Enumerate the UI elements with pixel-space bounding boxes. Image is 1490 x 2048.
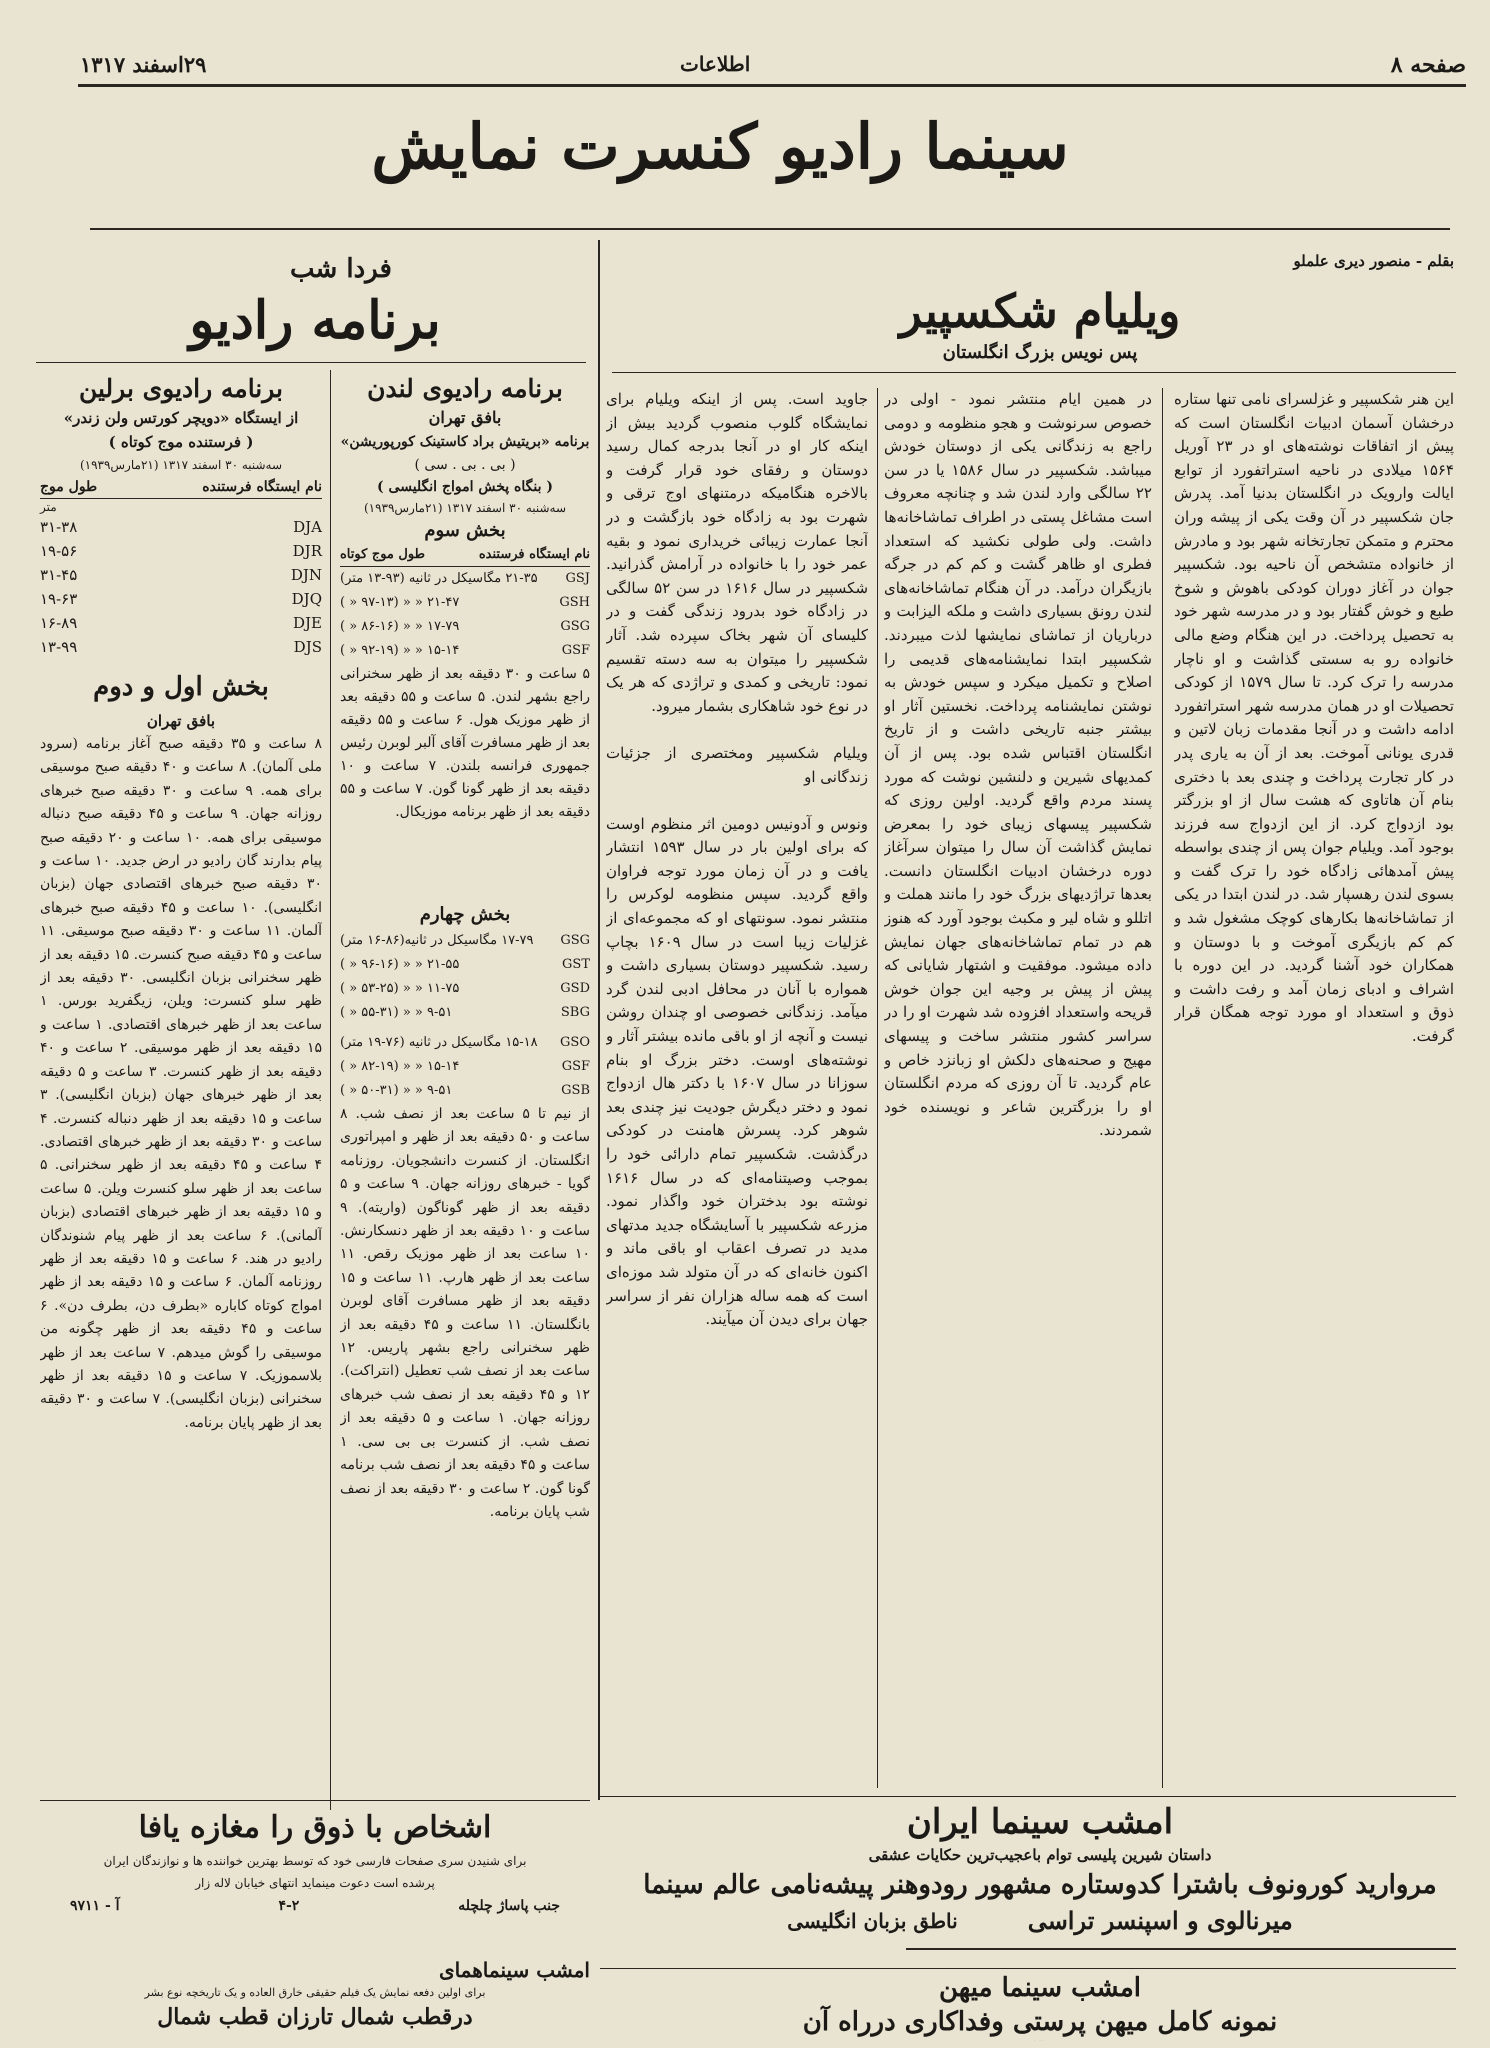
- ad-mihan-title: امشب سینما میهن: [939, 1973, 1141, 2003]
- london-part4: بخش چهارم: [419, 904, 511, 925]
- london-station: برنامه «بریتیش براد کاستینک کورپوریشن»: [340, 434, 590, 450]
- station-code: GSF: [561, 1059, 590, 1074]
- london-program: [340, 372, 590, 1693]
- berlin-title: برنامه رادیوی برلین: [78, 374, 284, 403]
- london-header: [340, 544, 590, 567]
- ad-cinema-iran: [620, 1800, 1460, 1938]
- berlin-rows: [40, 515, 322, 659]
- ad-cinema-mihan: [620, 1972, 1460, 2040]
- station-wave: ۲۱-۴۷ « « (۹۷-۱۳ « ): [340, 595, 460, 610]
- radio-title: برنامه رادیو: [189, 290, 441, 351]
- station-wave: ۱۷-۷۹ « « (۸۶-۱۶ « ): [340, 619, 460, 634]
- berlin-program: [40, 372, 322, 1783]
- ad-mihan-line1: نمونه کامل میهن پرستی وفداکاری درراه آن: [802, 2007, 1278, 2037]
- station-wave: ۳۱-۳۸: [40, 518, 78, 536]
- table-row: [40, 635, 322, 659]
- table-row: [40, 611, 322, 635]
- table-row: [340, 615, 590, 639]
- station-wave: ۲۱-۳۵ مگاسیکل در ثانیه (۹۳-۱۳ متر): [340, 571, 538, 586]
- station-wave: ۲۱-۵۵ « « (۹۶-۱۶ « ): [340, 957, 460, 972]
- london-text4: از نیم تا ۵ ساعت بعد از نصف شب. ۸ ساعت و ۵۰ دقیقه بعد از ظهر و امپراتوری انگلستان. از کنسرت دانشجویان. روزنامه گویا - خبرهای روزانه جهان. ۹ ساعت و ۵ دقیقه بعد از ظهر گوناگون (واریته). ۹ ساعت و ۱۰ دقیقه بعد از ظهر دنسکارنش. ۱۰ ساعت بعد از ظهر موزیک رقص. ۱۱ ساعت بعد از ظهر هارپ. ۱۱ ساعت و ۱۵ دقیقه بعد از ظهر مسافرت آقای لوبرن بانگلستان. ۱۱ ساعت و ۴۵ دقیقه بعد از ظهر سخنرانی راجع بشهر پاریس. ۱۲ ساعت بعد از نصف شب تعطیل (انتراکت). ۱۲ و ۴۵ دقیقه بعد از نصف شب خبرهای روزانه جهان. ۱ ساعت و ۵ دقیقه بعد از نصف شب. از کنسرت بی بی سی. ۱ ساعت و ۴۵ دقیقه بعد از نصف شب برنامه گونا گون. ۲ ساعت و ۳۰ دقیقه بعد از نصف شب پایان برنامه.: [340, 1106, 590, 1520]
- berlin-part12: بخش اول و دوم: [93, 672, 269, 702]
- station-code: GSF: [561, 643, 590, 658]
- column-rule-main: [598, 240, 600, 1800]
- article-column-3: جاوید است. پس از اینکه ویلیام برای نمایشگاه گلوب منصوب گردید بیش از اینکه کار او در آنجا بدرجه کمال رسید دوستان و رفقای خود قرار گرفت و بالاخره هنگامیکه درمتنهای اوج ترقی و شهرت بود به زادگاه خود بازگشت و در آنجا عمارت زیبائی خریداری نمود و بقیه عمر خود را با خانواده در آرامش گذرانید. شکسپیر در سال ۱۶۱۶ در سن ۵۲ سالگی در زادگاه خود بدرود زندگی گفت و در کلیسای آن شهر بخاک سپرده شد. آثار شکسپیر را میتوان به سه دسته تقسیم نمود: تاریخی و کمدی و تراژدی که هر یک در نوع خود شاهکاری بشمار میرود. ویلیام شکسپیر ومختصری از جزئیات زندگانی او ونوس و آدونیس دومین اثر منظوم اوست که برای اولین بار در سال ۱۵۹۳ انتشار یافت و در آن زمان مورد توجه فراوان واقع گردید. سپس منظومه لوکرس را منتشر نمود. سونتهای او که مجموعه‌ای از غزلیات زیبا است در سال ۱۶۰۹ بچاپ رسید. شکسپیر دوستان بسیاری داشت و همواره با آنان در محافل ادبی لندن گرد میآمد. زندگانی خصوصی او چندان روشن نیست و آنچه از او باقی مانده بیشتر آثار و نوشته‌های اوست. دختر بزرگ او بنام سوزانا در سال ۱۶۰۷ با دکتر هال ازدواج نمود و دختر دیگرش جودیت نیز چندی بعد شوهر کرد. پسرش هامنت در کودکی درگذشت. شکسپیر تمام دارائی خود را بموجب وصیتنامه‌ای که در سال ۱۶۱۶ نوشته بود بدختران خود واگذار نمود. مزرعه شکسپیر با آسایشگاه جدید مدتهای مدید در تصرف اعقاب او باقی ماند و اکنون خانه‌ای که در آن متولد شد موزه‌ای است که همه ساله هزاران نفر از سراسر جهان برای دیدن آن میآیند.: [606, 390, 868, 1329]
- ads-rule: [600, 1796, 1456, 1797]
- ad-yafa-phone: آ - ۹۷۱۱: [70, 1898, 120, 1914]
- table-row: [40, 587, 322, 611]
- station-wave: ۱۳-۹۹: [40, 638, 78, 656]
- london-rows3: [340, 567, 590, 663]
- london-band: ( بنگاه پخش امواج انگلیسی ): [377, 479, 553, 495]
- issue-date: ۲۹اسفند ۱۳۱۷: [80, 52, 207, 77]
- article-column-1: این هنر شکسپیر و غزلسرای نامی تنها ستاره درخشان آسمان ادبیات انگلستان است که پیش از اتفاقات نوشته‌های او در ۲۳ آوریل ۱۵۶۴ میلادی در ناحیه استراتفورد از توابع ایالت وارویک در انگلستان بدنیا آمد. پدرش جان شکسپیر در آن وقت یکی از پیشه وران محترم و متمکن تجارتخانه شهر بود و مادرش از خانواده متشخص آن ناحیه بود. شکسپیر جوان در آغاز دوران کودکی باهوش و شوخ طبع و خوش گفتار بود و در مدرسه شهر خود به تحصیل پرداخت. در این هنگام وضع مالی خانواده رو به سستی گذاشت و او ناچار مدرسه را ترک کرد. تا سال ۱۵۷۹ از کودکی تحصیلات او در همان مدرسه شهر استراتفورد ادامه داشت و در آنجا مقدمات زبان لاتین و قدری یونانی آموخت. بعد از آن به یاری پدر در کار تجارت پرداخت و چندی بعد با دختری بنام آن هاتاوی که هشت سال از او بزرگتر بود ازدواج کرد. از این ازدواج سه فرزند بوجود آمد. ویلیام جوان پس از چندی بواسطه پیش آمدهائی زادگاه خود را ترک گفت و بسوی لندن رهسپار شد. در لندن ابتدا در یکی از تماشاخانه‌ها بکارهای کوچک مشغول شد و کم کم بازیگری آموخت و با دوستان و همکاران خود آشنا گردید. در این دوره با اشراف و ادبای زمان آمد و رفت داشت و ذوق و استعداد او مورد توجه همگان قرار گرفت.: [1174, 390, 1454, 1046]
- station-code: DJA: [293, 518, 322, 536]
- ad-iran-names: [620, 1904, 1460, 1938]
- station-code: GSJ: [565, 571, 590, 586]
- table-row: [340, 929, 590, 953]
- berlin-sub: ( فرستنده موج کوتاه ): [108, 433, 254, 451]
- station-code: GSG: [560, 933, 590, 948]
- title-rule: [90, 228, 1450, 230]
- table-row: [340, 639, 590, 663]
- berlin-date: سه‌شنبه ۳۰ اسفند ۱۳۱۷ (۲۱مارس۱۹۳۹): [79, 458, 283, 472]
- station-code: DJR: [292, 542, 322, 560]
- station-code: GSO: [560, 1035, 590, 1050]
- london-title: برنامه رادیوی لندن: [367, 374, 563, 403]
- station-wave: ۱۹-۶۳: [40, 590, 78, 608]
- paper-name: اطلاعات: [680, 52, 751, 76]
- station-wave: ۳۱-۴۵: [40, 566, 78, 584]
- table-row: [340, 977, 590, 1001]
- ad-homa-line1: برای اولین دفعه نمایش یک فیلم حقیقی خارق العاده و یک تاریخچه نوع بشر: [144, 1986, 486, 1999]
- article-rule-2: [877, 388, 878, 1788]
- article-column-2: در همین ایام منتشر نمود - اولی در خصوص سرنوشت و هجو منظومه و دومی راجع به زندگانی یکی از دوستان خودش میباشد. شکسپیر در سال ۱۵۸۶ یا در سن ۲۲ سالگی وارد لندن شد و چنانچه معروف است مشاغل پستی در اطراف تماشاخانه‌ها داشت. ولی طولی نکشید که استعداد فطری او ظاهر گشت و کم کم در جرگه بازیگران درآمد. در آن هنگام تماشاخانه‌های لندن رونق بسیاری داشت و ملکه الیزابت و درباریان از تماشای نمایشها لذت میبردند. شکسپیر ابتدا نمایشنامه‌های قدیمی را اصلاح و تکمیل میکرد و سپس خودش به نوشتن نمایشنامه پرداخت. نخستین آثار او بیشتر جنبه تاریخی داشت و از تاریخ انگلستان اقتباس شده بود. پس از آن کمدیهای شیرین و دلنشین نوشت که مورد پسند مردم واقع گردید. اولین روزی که شکسپیر پیسهای زیبای خود را بمعرض نمایش گذاشت آن سال را میتوان سرآغاز دوره درخشان ادبیات انگلستان دانست. بعدها تراژدیهای بزرگ خود را مانند هملت و اتللو و شاه لیر و مکبث بوجود آورد که هنوز هم در تمام تماشاخانه‌های جهان نمایش داده میشود. موفقیت و اشتهار شایانی که پیش از پیش بر وجیه این جوان خوش قریحه واستعداد افزوده شد شهرت او را در سراسر کشور منتشر ساخت و پیسهای مهیج و صحنه‌های دلکش او زبانزد خاص و عام گردید. تا آن روزی که مردم انگلستان او را بزرگترین شاعر و نویسنده خود شمردند.: [884, 390, 1152, 1140]
- station-wave: ۱۱-۷۵ « « (۵۳-۲۵ « ): [340, 981, 460, 996]
- table-row: [340, 1055, 590, 1079]
- london-wave: بافق تهران: [428, 408, 502, 427]
- article-subtitle: پس نویس بزرگ انگلستان: [942, 342, 1138, 363]
- station-code: GSB: [561, 1083, 590, 1098]
- london-hdr-wave: طول موج کوتاه: [340, 547, 425, 562]
- table-row: [340, 591, 590, 615]
- station-wave: ۱۵-۱۸ مگاسیکل در ثانیه (۷۶-۱۹ متر): [340, 1035, 538, 1050]
- page-number: صفحه ۸: [1390, 52, 1466, 78]
- berlin-text: ۸ ساعت و ۳۵ دقیقه صبح آغاز برنامه (سرود ملی آلمان). ۸ ساعت و ۴۰ دقیقه صبح موسیقی برای همه. ۹ ساعت و ۳۰ دقیقه صبح خبرهای روزانه جهان. ۹ ساعت و ۴۵ دقیقه صبح دنباله موسیقی برای همه. ۱۰ ساعت و ۲۰ دقیقه صبح پیام بدارند گان رادیو در ارض جدید. ۱۰ ساعت و ۳۰ دقیقه صبح خبرهای اقتصادی جهان (بزبان انگلیسی). ۱۰ ساعت و ۴۵ دقیقه صبح خبرهای آلمان. ۱۱ ساعت و ۳۰ دقیقه صبح موسیقی. ۱۱ ساعت و ۴۵ دقیقه صبح کنسرت. ۱۵ دقیقه بعد از ظهر سخنرانی بزبان انگلیسی. ۳۰ دقیقه بعد از ظهر سلو کنسرت: ویلن، زیگفرید بورس. ۱ ساعت بعد از ظهر خبرهای اقتصادی. ۱ ساعت و ۱۵ دقیقه بعد از ظهر موسیقی. ۲ ساعت و ۴۰ دقیقه بعد از ظهر کنسرت. ۳ ساعت و ۵ دقیقه بعد از ظهر خبرهای جهان (بزبان انگلیسی). ۳ ساعت و ۱۵ دقیقه بعد از ظهر دنباله کنسرت. ۴ ساعت و ۳۰ دقیقه بعد از ظهر خبرهای اقتصادی. ۴ ساعت و ۴۵ دقیقه بعد از ظهر سخنرانی. ۵ ساعت بعد از ظهر سلو کنسرت ویلن. ۵ ساعت و ۱۵ دقیقه بعد از ظهر خبرهای اقتصادی (بزبان آلمانی). ۶ ساعت بعد از ظهر پیام شنوندگان رادیو در هند. ۶ ساعت و ۱۵ دقیقه بعد از ظهر روزنامه آلمان. ۶ ساعت و ۱۵ دقیقه بعد از ظهر امواج کوتاه کاباره «بطرف دن، بطرف دن». ۶ ساعت و ۴۵ دقیقه بعد از ظهر چگونه من موسیقی را گوش میدهم. ۷ ساعت بعد از ظهر بلاسموزیک. ۷ ساعت و ۱۵ دقیقه بعد از ظهر سخنرانی (بزبان انگلیسی). ۷ ساعت و ۳۰ دقیقه بعد از ظهر پایان برنامه.: [40, 736, 322, 1431]
- station-code: DJQ: [291, 590, 322, 608]
- table-row: [40, 539, 322, 563]
- table-row: [340, 567, 590, 591]
- table-row: [340, 1031, 590, 1055]
- berlin-unit: متر: [40, 500, 57, 514]
- ad-homa-title: امشب سینماهمای: [438, 1958, 590, 1982]
- station-wave: ۱۶-۸۹: [40, 614, 78, 632]
- berlin-wave: بافق تهران: [146, 712, 216, 730]
- ad-iran-title: امشب سینما ایران: [906, 1802, 1174, 1842]
- article-rule: [612, 372, 1456, 373]
- masthead-rule: [78, 84, 1466, 87]
- station-code: DJS: [293, 638, 322, 656]
- column-rule-radio: [330, 370, 331, 1810]
- london-rows4: [340, 929, 590, 1025]
- london-rows4b: [340, 1031, 590, 1103]
- ad-iran-rule: [600, 1968, 1456, 1969]
- ad-iran-line4: ناطق بزبان انگلیسی: [787, 1909, 958, 1933]
- ad-yafa-line3: جنب پاساژ چلچله: [458, 1898, 560, 1914]
- berlin-hdr-name: نام ایستگاه فرستنده: [202, 479, 322, 495]
- london-date: سه‌شنبه ۳۰ اسفند ۱۳۱۷ (۲۱مارس۱۹۳۹): [363, 501, 567, 515]
- london-abbr: ( بی . بی . سی ): [414, 457, 516, 473]
- ad-yafa-foot: [40, 1894, 590, 1918]
- station-wave: ۱۵-۱۴ « « (۸۲-۱۹ « ): [340, 1059, 460, 1074]
- ad-homa-rule: [906, 1948, 1456, 1950]
- station-wave: ۱۵-۱۴ « « (۹۲-۱۹ « ): [340, 643, 460, 658]
- london-part3: بخش سوم: [424, 520, 506, 541]
- station-code: SBG: [560, 1005, 590, 1020]
- ad-iran-line3: میرنالوی و اسپنسر تراسی: [1027, 1906, 1293, 1935]
- station-code: GSH: [559, 595, 590, 610]
- ad-iran-line2: مروارید کورونوف باشترا کدوستاره مشهور رودوهنر پیشه‌نامی عالم سینما: [643, 1870, 1437, 1900]
- ad-yafa: [40, 1806, 590, 1918]
- radio-rule: [36, 362, 586, 363]
- radio-tomorrow: فردا شب: [290, 254, 392, 284]
- station-wave: ۱۷-۷۹ مگاسیکل در ثانیه(۸۶-۱۶ متر): [340, 933, 534, 948]
- ad-homa-line2: درقطب شمال تارزان قطب شمال: [157, 2004, 473, 2030]
- station-code: GST: [562, 957, 590, 972]
- ad-iran-line1: داستان شیرین پلیسی توام باعجیب‌ترین حکایات عشقی: [868, 1846, 1212, 1864]
- table-row: [40, 515, 322, 539]
- ad-mihan-line2: جنگ اعراب وفرانسه - ایتو -: [1034, 2040, 1046, 2041]
- section-title: سینما رادیو کنسرت نمایش: [371, 110, 1069, 183]
- station-code: DJN: [290, 566, 322, 584]
- station-wave: ۹-۵۱ « « (۵۰-۳۱ « ): [340, 1083, 453, 1098]
- station-wave: ۹-۵۱ « « (۵۵-۳۱ « ): [340, 1005, 453, 1020]
- ad-yafa-line2: پرشده است دعوت مینماید انتهای خیابان لاله زار: [195, 1876, 435, 1890]
- station-code: DJE: [293, 614, 322, 632]
- ad-yafa-code: ۴-۲: [278, 1898, 300, 1914]
- ad-yafa-line1: برای شنیدن سری صفحات فارسی خود که توسط بهترین خواننده ها و نوازندگان ایران: [103, 1854, 527, 1868]
- ad-homa: [40, 1956, 590, 2032]
- table-row: [340, 1001, 590, 1025]
- ad-yafa-title: اشخاص با ذوق را مغازه یافا: [138, 1810, 492, 1845]
- article-rule-1: [1162, 388, 1163, 1788]
- berlin-hdr-wave: طول موج: [40, 479, 98, 495]
- london-text3: ۵ ساعت و ۳۰ دقیقه بعد از ظهر سخنرانی راجع بشهر لندن. ۵ ساعت و ۵۵ دقیقه بعد از ظهر موزیک هول. ۶ ساعت و ۵۵ دقیقه بعد از ظهر مسافرت آقای آلبر لوبرن رئیس جمهوری فرانسه بلندن. ۷ ساعت و ۱۰ دقیقه بعد از ظهر گونا گون. ۷ ساعت و ۵۵ دقیقه بعد از ظهر برنامه موزیکال.: [340, 666, 590, 820]
- station-code: GSG: [560, 619, 590, 634]
- station-code: GSD: [560, 981, 590, 996]
- table-row: [340, 953, 590, 977]
- london-hdr-name: نام ایستگاه فرستنده: [478, 547, 590, 562]
- table-row: [340, 1079, 590, 1103]
- ad-yafa-rule: [40, 1800, 590, 1801]
- table-row: [40, 563, 322, 587]
- berlin-station: از ایستگاه «دویچر کورتس ولن زندر»: [63, 409, 299, 427]
- article-title: ویلیام شکسپیر: [899, 284, 1181, 338]
- station-wave: ۱۹-۵۶: [40, 542, 78, 560]
- berlin-header: [40, 476, 322, 499]
- article-byline: بقلم - منصور دیری علملو: [1293, 252, 1454, 270]
